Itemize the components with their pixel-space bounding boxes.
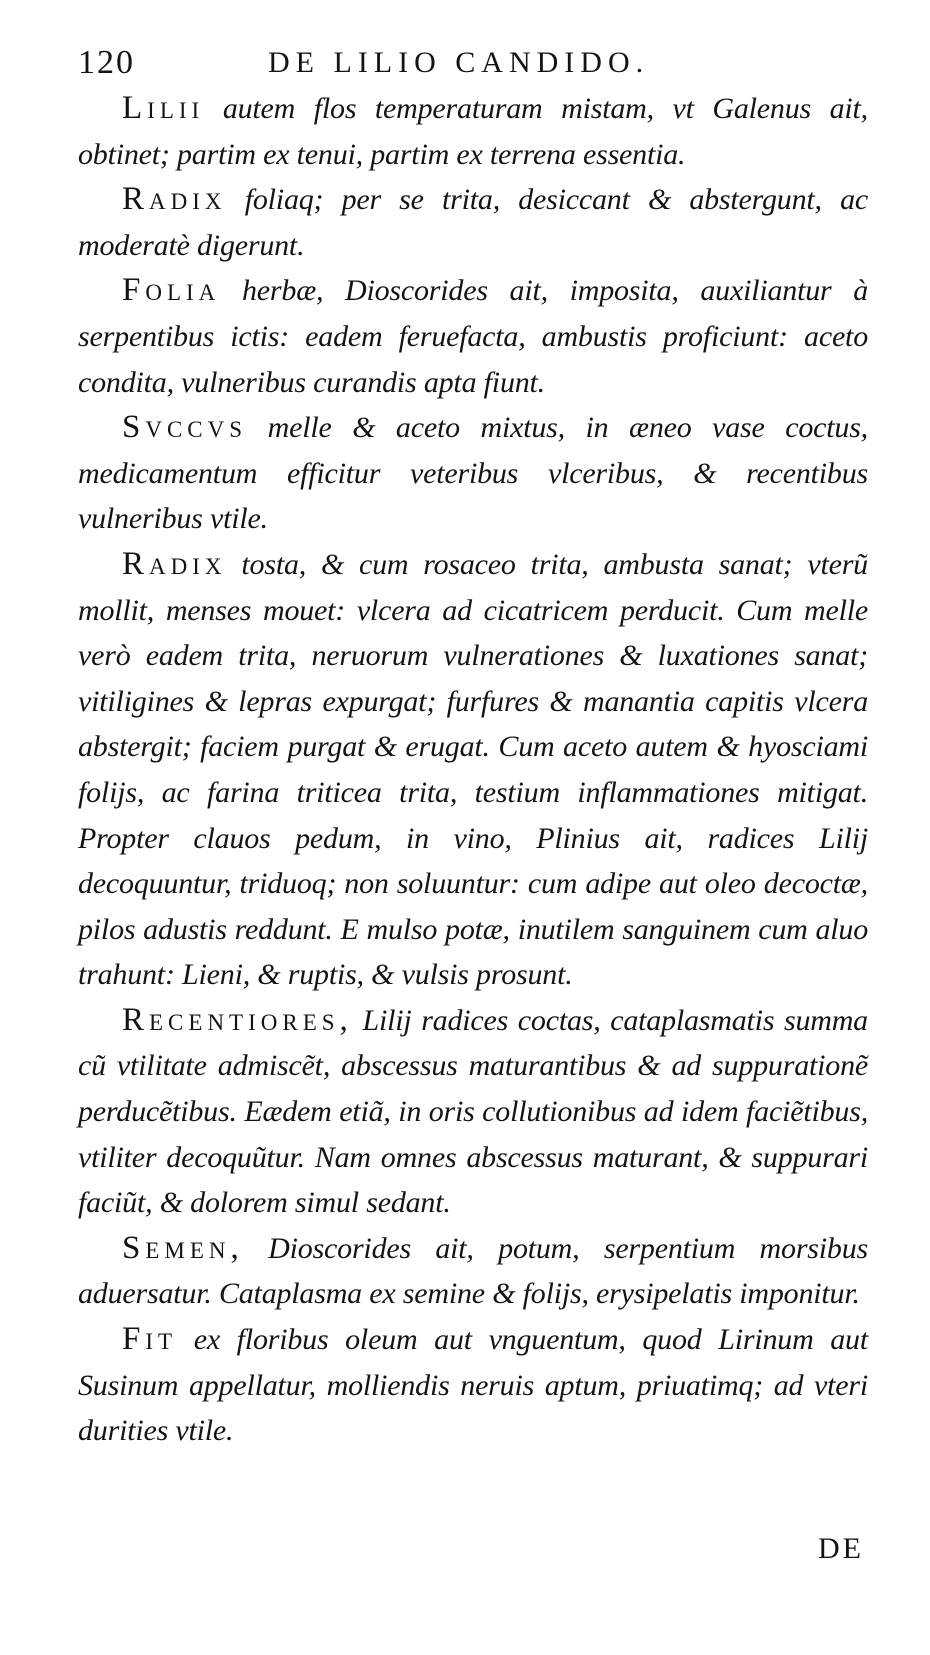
paragraph-text: foliaq; per se trita, desiccant & abstergunt, ac moderatè digerunt. [78, 183, 868, 262]
paragraph-text: tosta, & cum rosaceo trita, ambusta sanat; vterũ mollit, menses mouet: vlcera ad cicatricem perducit. Cum melle verò eadem trita, neruorum vulnerationes & luxationes sanat; vitiligines & lepras expurgat; furfures & manantia capitis vlcera abstergit; faciem purgat & erugat. Cum aceto autem & hyosciami folijs, ac farina triticea trita, testium inflammationes mitigat. Propter clauos pedum, in vino, Plinius ait, radices Lilij decoquuntur, triduoq; non soluuntur: cum adipe aut oleo decoctæ, pilos adustis reddunt. E mulso potæ, inutilem sanguinem cum aluo trahunt: Lieni, & ruptis, & vulsis prosunt. [78, 547, 868, 992]
paragraph-oleum [78, 1317, 868, 1454]
paragraph-lead: Semen, [122, 1229, 244, 1266]
running-title: DE LILIO CANDIDO. [268, 46, 650, 79]
paragraph-lead: Fit [122, 1321, 178, 1358]
paragraph-text: herbæ, Dioscorides ait, imposita, auxiliantur à serpentibus ictis: eadem feruefacta, ambustis proficiunt: aceto condita, vulneribus curandis apta fiunt. [78, 274, 868, 399]
paragraph-semen [78, 1226, 868, 1317]
paragraph-radix-folia [78, 177, 868, 268]
page-number: 120 [78, 44, 135, 81]
paragraph-text: melle & aceto mixtus, in æneo vase coctus, medicamentum efficitur veteribus vlceribus, & recentibus vulneribus vtile. [78, 411, 868, 536]
paragraph-lead: Radix [122, 545, 227, 582]
paragraph-lead: Svccvs [122, 409, 248, 446]
paragraph-lead: Lilii [122, 90, 205, 126]
paragraph-text: autem flos temperaturam mistam, vt Galenus ait, obtinet; partim ex tenui, partim ex terrena essentia. [78, 92, 868, 171]
paragraph-lead: Folia [122, 272, 221, 309]
paragraph-flos [78, 86, 868, 177]
paragraph-recentiores [78, 998, 868, 1226]
body-text [78, 86, 868, 1454]
paragraph-text: ex floribus oleum aut vnguentum, quod Lirinum aut Susinum appellatur, molliendis neruis aptum, priuatimq; ad vteri durities vtile. [78, 1323, 868, 1448]
page-header [78, 44, 868, 92]
paragraph-folia [78, 268, 868, 405]
catchword: DE [818, 1532, 864, 1565]
paragraph-succus [78, 405, 868, 542]
paragraph-text: Dioscorides ait, potum, serpentium morsibus aduersatur. Cataplasma ex semine & folijs, erysipelatis imponitur. [78, 1231, 868, 1311]
paragraph-radix-tosta [78, 542, 868, 998]
paragraph-text: Lilij radices coctas, cataplasmatis summa cũ vtilitate admiscẽt, abscessus maturantibus & ad suppurationẽ perducẽtibus. Eædem etiã, in oris collutionibus ad idem faciẽtibus, vtiliter decoquũtur. Nam omnes abscessus maturant, & suppurari faciũt, & dolorem simul sedant. [78, 1003, 868, 1220]
paragraph-lead: Recentiores, [122, 1001, 353, 1038]
paragraph-lead: Radix [122, 181, 227, 218]
